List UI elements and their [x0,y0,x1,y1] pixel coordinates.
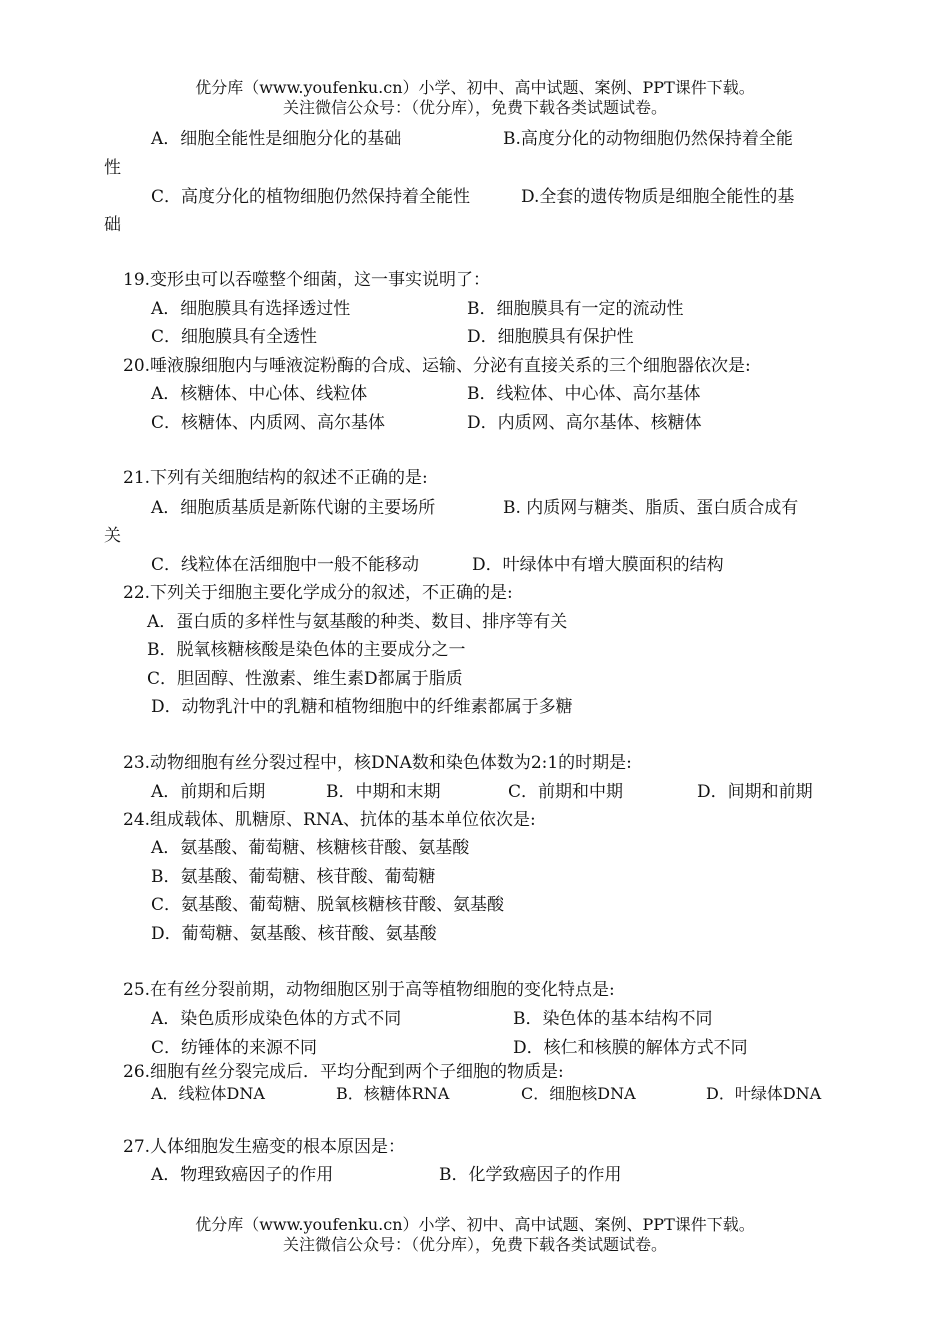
q25-option-d: D．核仁和核膜的解体方式不同 [513,1038,748,1058]
q22-option-b: B．脱氧核糖核酸是染色体的主要成分之一 [147,640,466,660]
q27-option-b: B．化学致癌因子的作用 [439,1165,622,1185]
q20-option-d: D．内质网、高尔基体、核糖体 [467,413,702,433]
q24-option-a: A．氨基酸、葡萄糖、核糖核苷酸、氨基酸 [151,838,470,858]
q19-stem: 19.变形虫可以吞噬整个细菌，这一事实说明了： [123,270,491,290]
q21-option-c: C．线粒体在活细胞中一般不能移动 [151,555,420,575]
q23-option-a: A．前期和后期 [151,782,266,802]
q25-option-a: A．染色质形成染色体的方式不同 [151,1009,402,1029]
q19-option-c: C．细胞膜具有全透性 [151,327,318,347]
q20-stem: 20.唾液腺细胞内与唾液淀粉酶的合成、运输、分泌有直接关系的三个细胞器依次是: [123,356,751,376]
q23-option-b: B．中期和末期 [326,782,441,802]
q22-option-c: C．胆固醇、性激素、维生素D都属于脂质 [147,669,463,689]
q18-option-b-continued: 性 [104,158,121,178]
q21-stem: 21.下列有关细胞结构的叙述不正确的是: [123,468,428,488]
q23-option-c: C．前期和中期 [508,782,624,802]
q26-option-d: D．叶绿体DNA [706,1084,822,1103]
q22-option-d: D．动物乳汁中的乳糖和植物细胞中的纤维素都属于多糖 [151,697,573,717]
q18-option-a: A．细胞全能性是细胞分化的基础 [151,129,402,149]
q18-option-b: B.高度分化的动物细胞仍然保持着全能 [503,129,793,149]
q24-option-d: D．葡萄糖、氨基酸、核苷酸、氨基酸 [151,924,437,944]
q27-stem: 27.人体细胞发生癌变的根本原因是： [123,1137,406,1157]
q21-option-b: B. 内质网与糖类、脂质、蛋白质合成有 [503,498,799,518]
q20-option-b: B．线粒体、中心体、高尔基体 [467,384,701,404]
q19-option-b: B．细胞膜具有一定的流动性 [467,299,684,319]
q26-option-b: B．核糖体RNA [336,1084,450,1103]
q25-stem: 25.在有丝分裂前期，动物细胞区别于高等植物细胞的变化特点是: [123,980,615,1000]
q23-option-d: D．间期和前期 [697,782,813,802]
q24-option-c: C．氨基酸、葡萄糖、脱氧核糖核苷酸、氨基酸 [151,895,505,915]
q25-option-b: B．染色体的基本结构不同 [513,1009,713,1029]
q23-stem: 23.动物细胞有丝分裂过程中，核DNA数和染色体数为2:1的时期是: [123,753,632,773]
q26-stem: 26.细胞有丝分裂完成后．平均分配到两个子细胞的物质是: [123,1062,564,1082]
q26-option-a: A．线粒体DNA [151,1084,265,1103]
q18-option-d-continued: 础 [104,215,121,235]
q24-option-b: B．氨基酸、葡萄糖、核苷酸、葡萄糖 [151,867,436,887]
header-line-1: 优分库（www.youfenku.cn）小学、初中、高中试题、案例、PPT课件下载。 [195,78,755,97]
q20-option-a: A．核糖体、中心体、线粒体 [151,384,368,404]
q22-option-a: A．蛋白质的多样性与氨基酸的种类、数目、排序等有关 [147,612,568,632]
q18-option-c: C．高度分化的植物细胞仍然保持着全能性 [151,187,471,207]
q19-option-d: D．细胞膜具有保护性 [467,327,634,347]
q21-option-d: D．叶绿体中有增大膜面积的结构 [472,555,724,575]
q20-option-c: C．核糖体、内质网、高尔基体 [151,413,386,433]
q19-option-a: A．细胞膜具有选择透过性 [151,299,351,319]
q27-option-a: A．物理致癌因子的作用 [151,1165,334,1185]
q24-stem: 24.组成载体、肌糖原、RNA、抗体的基本单位依次是: [123,810,536,830]
q21-option-b-continued: 关 [104,526,121,546]
header-line-2: 关注微信公众号：（优分库），免费下载各类试题试卷。 [282,98,667,117]
q25-option-c: C．纺锤体的来源不同 [151,1038,318,1058]
q21-option-a: A．细胞质基质是新陈代谢的主要场所 [151,498,436,518]
q18-option-d: D.全套的遗传物质是细胞全能性的基 [521,187,795,207]
footer-line-2: 关注微信公众号：（优分库），免费下载各类试题试卷。 [282,1235,667,1254]
q22-stem: 22.下列关于细胞主要化学成分的叙述，不正确的是: [123,583,513,603]
footer-line-1: 优分库（www.youfenku.cn）小学、初中、高中试题、案例、PPT课件下载。 [195,1215,755,1234]
q26-option-c: C．细胞核DNA [521,1084,636,1103]
